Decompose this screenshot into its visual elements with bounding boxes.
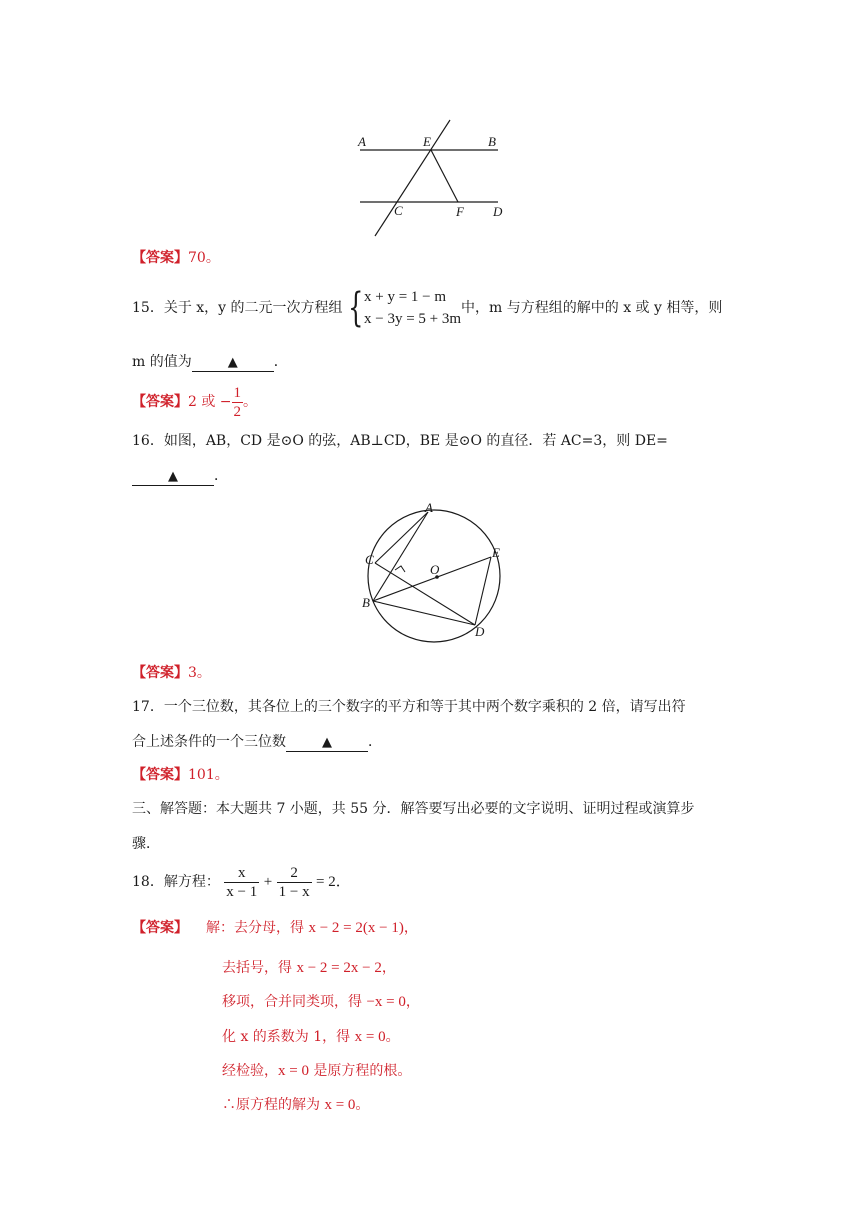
label-E: E: [423, 134, 431, 149]
label-A: A: [358, 134, 366, 149]
fraction-half: $\frac{1}{2}$: [233, 384, 242, 420]
q15-line2: m 的值为 ▲ ．: [132, 354, 288, 370]
fraction-2: $\frac{2}{1 - x}$: [278, 864, 310, 900]
section-3-heading-cont: 骤．: [132, 836, 160, 852]
label-D: D: [493, 204, 503, 219]
q16-line2: ▲ ．: [132, 466, 228, 486]
q16-line1: 16．如图，AB，CD 是⊙O 的弦，AB⊥CD，BE 是⊙O 的直径．若 AC=3，则 DE=: [132, 433, 668, 449]
solution-step-1: 解：去分母，得 x − 2 = 2(x − 1)，: [206, 920, 418, 936]
q17-answer: 【答案】101。: [132, 767, 229, 783]
label-B: B: [362, 595, 370, 610]
label-C: C: [394, 203, 403, 218]
label-B: B: [488, 134, 496, 149]
system-brace: {: [347, 285, 363, 331]
q18-question: 18．解方程： $\frac{x}{x - 1}$ + $\frac{2}{1 - x}$ = 2．: [132, 864, 351, 900]
section-3-heading: 三、解答题：本大题共 7 小题，共 55 分．解答要写出必要的文字说明、证明过程或演算步: [132, 801, 695, 817]
q14-answer: 【答案】70。: [132, 250, 220, 266]
answer-blank: ▲: [192, 354, 274, 372]
answer-blank: ▲: [132, 468, 214, 486]
solution-step-4: 化 x 的系数为 1，得 x = 0。: [222, 1029, 400, 1045]
q17-line2: 合上述条件的一个三位数 ▲ ．: [132, 734, 382, 750]
q15-line1: 15．关于 x，y 的二元一次方程组 { x + y = 1 − m x − 3y = 5 + 3m 中，m 与方程组的解中的 x 或 y 相等，则: [132, 285, 723, 331]
fraction-1: $\frac{x}{x - 1}$: [226, 864, 258, 900]
q15-answer: 【答案】2 或 − $\frac{1}{2}$ 。: [132, 384, 258, 420]
circle-figure: [358, 502, 508, 647]
label-D: D: [475, 624, 485, 639]
q16-answer: 【答案】3。: [132, 665, 211, 681]
label-E: E: [492, 545, 500, 560]
solution-step-3: 移项，合并同类项，得 −x = 0，: [222, 994, 420, 1010]
solution-step-6: ∴原方程的解为 x = 0。: [222, 1097, 370, 1113]
label-O: O: [430, 562, 440, 577]
q17-line1: 17．一个三位数，其各位上的三个数字的平方和等于其中两个数字乘积的 2 倍，请写出符: [132, 699, 686, 715]
label-A: A: [425, 502, 433, 515]
parallel-lines-figure: [350, 118, 510, 240]
label-F: F: [456, 204, 464, 219]
solution-step-2: 去括号，得 x − 2 = 2x − 2，: [222, 960, 396, 976]
solution-step-5: 经检验，x = 0 是原方程的根。: [222, 1063, 412, 1079]
answer-blank: ▲: [286, 734, 368, 752]
label-C: C: [365, 552, 374, 567]
equation-system: x + y = 1 − m x − 3y = 5 + 3m: [363, 289, 462, 327]
q18-answer-tag: 【答案】: [132, 920, 188, 936]
